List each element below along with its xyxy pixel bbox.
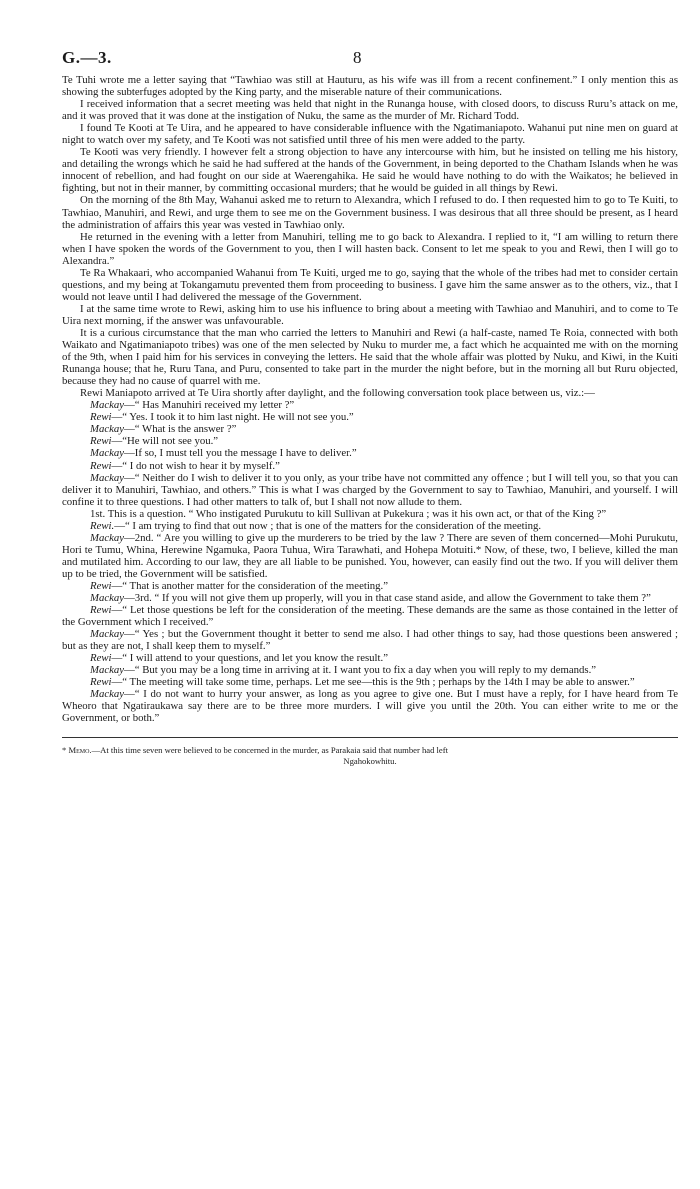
paragraph: I found Te Kooti at Te Uira, and he appeared to have considerable influence with the Ngatimaniapoto. Wahanui put nine men on guard at night to watch over my safety, and Te Kooti was not satisfied until three of his men were added to the party.	[62, 122, 678, 147]
page-header	[62, 48, 678, 74]
separator: —	[124, 399, 135, 412]
paragraph: I received information that a secret meeting was held that night in the Runanga house, with closed doors, to discuss Ruru’s attack on me, and it was proved that it was done at the instigation of Nuku, the same as the murder of Mr. Richard Todd.	[62, 98, 678, 123]
paragraph: I at the same time wrote to Rewi, asking him to use his influence to bring about a meeting with Tawhiao and Manuhiri, and to come to Te Uira next morning, if the answer was unfavourable.	[62, 302, 678, 327]
utterance: “ Yes. I took it to him last night. He will not see you.”	[122, 411, 354, 424]
speaker: Rewi	[90, 459, 112, 472]
utterance: If so, I must tell you the message I have to deliver.”	[134, 447, 357, 460]
separator: —	[111, 411, 123, 424]
separator: —	[111, 676, 123, 689]
utterance: “ I do not want to hurry your answer, as long as you agree to give one. But I must have a reply, for I have heard from Te Wheoro that Ngatiraukawa say there are to be three more murders. I will give you until the 20th. You can either write to me or the Government, or both.”	[62, 688, 678, 725]
separator: —	[124, 664, 135, 677]
utterance: “ Yes ; but the Government thought it better to send me also. I had other things to say, had those questions been answered ; but as they are not, I shall keep them to myself.”	[62, 628, 678, 653]
speaker: Mackay	[90, 592, 125, 605]
dialogue-line	[62, 472, 678, 508]
dialogue-line	[62, 532, 678, 580]
speaker: Rewi	[90, 579, 112, 592]
utterance: “ Has Manuhiri received my letter ?”	[134, 399, 295, 412]
dialogue-line	[62, 435, 678, 447]
dialogue-line	[62, 411, 678, 423]
paragraph: Te Kooti was very friendly. I however felt a strong objection to have any intercourse with him, but he insisted on telling me his history, and detailing the wrongs which he said he had suffered at the hands of the Government, in being deported to the Chatham Islands when he was innocent of rebellion, and had fought on our side at Waerengahika. He said he would have nothing to do with the Waikatos; he believed in fighting, but not in their manner, by committing occasional murders; that he would be guided in all things by Rewi.	[62, 146, 678, 195]
footnote-last-line: Ngahokowhitu.	[343, 755, 397, 766]
speaker: Rewi	[90, 411, 112, 424]
speaker: Mackay	[90, 688, 125, 701]
utterance: “ The meeting will take some time, perhaps. Let me see—this is the 9th ; perhaps by the 14th I may be able to answer.”	[122, 676, 635, 689]
dialogue-line	[62, 664, 678, 676]
speaker: Rewi	[90, 604, 112, 617]
utterance: “He will not see you.”	[122, 435, 219, 448]
utterance: “ That is another matter for the consideration of the meeting.”	[122, 579, 389, 592]
dialogue-line	[62, 676, 678, 688]
footnote-label: Memo.	[68, 744, 92, 755]
speaker: Mackay	[90, 531, 125, 544]
separator: —	[124, 447, 135, 460]
utterance: 3rd. “ If you will not give them up properly, will you in that case stand aside, and allow the Government to take them ?”	[134, 592, 651, 605]
footnote	[62, 745, 678, 767]
separator: —	[124, 628, 135, 641]
separator: —	[124, 423, 135, 436]
footnote-body: —At this time seven were believed to be concerned in the murder, as Parakaia said that number had left	[91, 744, 448, 755]
utterance: 1st. This is a question. “ Who instigated Purukutu to kill Sullivan at Pukekura ; was it his own act, or that of the King ?”	[90, 507, 607, 520]
utterance: “ Let those questions be left for the consideration of the meeting. These demands are the same as those contained in the letter of the Government which I received.”	[62, 604, 678, 629]
utterance: “ I am trying to find that out now ; that is one of the matters for the consideration of the meeting.	[124, 519, 542, 532]
speaker: Mackay	[90, 399, 125, 412]
speaker: Rewi.	[90, 519, 115, 532]
paragraph: He returned in the evening with a letter from Manuhiri, telling me to go back to Alexandra. I replied to it, “I am willing to return there when I have spoken the words of the Government to you, then I will hasten back. Consent to let me speak to you and Rewi, then I will go to Alexandra.”	[62, 230, 678, 267]
paragraph: On the morning of the 8th May, Wahanui asked me to return to Alexandra, which I refused to do. I then requested him to go to Te Kuiti, to Tawhiao, Manuhiri, and Rewi, and urge them to see me on the Government business. I was desirous that all three should be present, as I heard the administration of affairs this year was vested in Tawhiao only.	[62, 194, 678, 231]
footnote-marker: *	[62, 744, 67, 755]
dialogue-line	[62, 628, 678, 652]
separator: —	[124, 471, 135, 484]
utterance: 2nd. “ Are you willing to give up the murderers to be tried by the law ? There are seven of them concerned—Mohi Purukutu, Hori te Tumu, Whina, Herewine Ngamuka, Paora Tuhua, Wira Tarawhati, and Hohepa Motuiti.* Now, of these, two, I believe, killed the man and mutilated him. According to our law, they are all liable to be punished. You, however, can easily find out the two. If you will deliver them up to be tried, the Government will be satisfied.	[62, 531, 678, 580]
dialogue-line	[62, 592, 678, 604]
dialogue-line	[62, 688, 678, 724]
document-page	[62, 48, 678, 767]
paragraph: Te Tuhi wrote me a letter saying that “Tawhiao was still at Hauturu, as his wife was ill from a recent confinement.” I only mention this as showing the subterfuges adopted by the King party, and the miserable nature of their communications.	[62, 74, 678, 99]
speaker: Mackay	[90, 423, 125, 436]
dialogue-line	[62, 580, 678, 592]
dialogue-line	[62, 423, 678, 435]
dialogue-line	[62, 604, 678, 628]
dialogue-line	[62, 520, 678, 532]
separator: —	[124, 688, 135, 701]
utterance: “ But you may be a long time in arriving at it. I want you to fix a day when you will reply to my demands.”	[134, 664, 597, 677]
body-text	[62, 74, 678, 725]
separator: —	[111, 604, 123, 617]
separator: —	[111, 459, 123, 472]
paragraph: Te Ra Whakaari, who accompanied Wahanui from Te Kuiti, urged me to go, saying that the whole of the tribes had met to consider certain questions, and my being at Tokangamutu prevented them from proceeding to business. I gave him the same answer as to the others, viz., that I would not leave until I had delivered the message of the Government.	[62, 266, 678, 303]
speaker: Mackay	[90, 628, 125, 641]
speaker: Rewi	[90, 652, 112, 665]
speaker: Mackay	[90, 471, 125, 484]
footnote-rule	[62, 737, 678, 738]
dialogue-line	[62, 447, 678, 459]
utterance: “ Neither do I wish to deliver it to you only, as your tribe have not committed any offence ; but I will tell you, so that you can deliver it to Manuhiri, Tawhiao, and others.” This is what I was charged by the Government to say to Tawhiao, Manuhiri, and yourself. I will confine it to three questions. I had other matters to talk of, but I shall not now allude to them.	[62, 471, 678, 508]
speaker: Mackay	[90, 447, 125, 460]
utterance: “ What is the answer ?”	[134, 423, 237, 436]
paper-series-code: G.—3.	[62, 48, 112, 67]
utterance: “ I will attend to your questions, and let you know the result.”	[122, 652, 388, 665]
dialogue-line	[62, 652, 678, 664]
paragraph: It is a curious circumstance that the man who carried the letters to Manuhiri and Rewi (a half-caste, named Te Roia, connected with both Waikato and Ngatimaniapoto tribes) was one of the men selected by Nuku to murder me, a fact which he acquainted me with on the morning of the 9th, when I paid him for his services in conveying the letters. He said that the whole affair was plotted by Nuku, and Kiwi, in the Kuiti Runanga house; that he, Ruru Tana, and Puru, consented to take part in the murder the night before, but in the morning all but Ruru objected, because they had no cause of quarrel with me.	[62, 326, 678, 388]
separator: —	[114, 519, 125, 532]
dialogue-line	[62, 508, 678, 520]
dialogue-line	[62, 460, 678, 472]
separator: —	[124, 531, 135, 544]
separator: —	[124, 592, 135, 605]
dialogue-line	[62, 399, 678, 411]
separator: —	[111, 435, 123, 448]
separator: —	[111, 579, 123, 592]
speaker: Mackay	[90, 664, 125, 677]
speaker: Rewi	[90, 435, 112, 448]
separator: —	[111, 652, 123, 665]
paragraph: Rewi Maniapoto arrived at Te Uira shortly after daylight, and the following conversation took place between us, viz.:—	[80, 387, 595, 400]
conversation	[62, 399, 678, 724]
utterance: “ I do not wish to hear it by myself.”	[122, 459, 280, 472]
speaker: Rewi	[90, 676, 112, 689]
page-number: 8	[353, 48, 362, 67]
footnote-text	[62, 745, 678, 756]
